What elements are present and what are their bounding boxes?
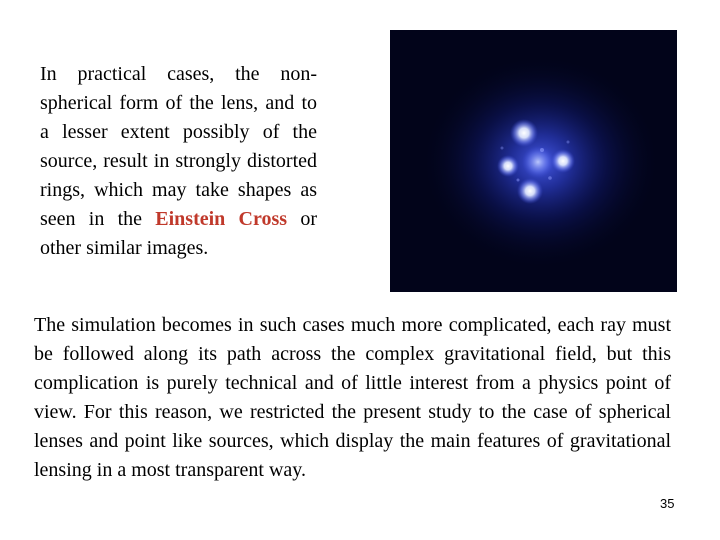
intro-text-after: or other similar images. (40, 208, 317, 259)
simulation-paragraph: The simulation becomes in such cases much more complicated, each ray must be followed along its path across the complex gravitational field, but this complication is purely technical and of little interest from a physics point of view. For this reason, we restricted the present study to the case of spherical lenses and point like sources, which display the main features of gravitational lensing in a most transparent way. (34, 314, 671, 481)
intro-text-before: In practical cases, the non-spherical form of the lens, and to a lesser extent possibly of the source, result in strongly distorted rings, which may take shapes as seen in the (40, 63, 317, 230)
einstein-cross-highlight: Einstein Cross (155, 208, 288, 230)
intro-paragraph (40, 60, 317, 263)
einstein-cross-image (390, 30, 677, 292)
page-number: 35 (660, 496, 675, 511)
